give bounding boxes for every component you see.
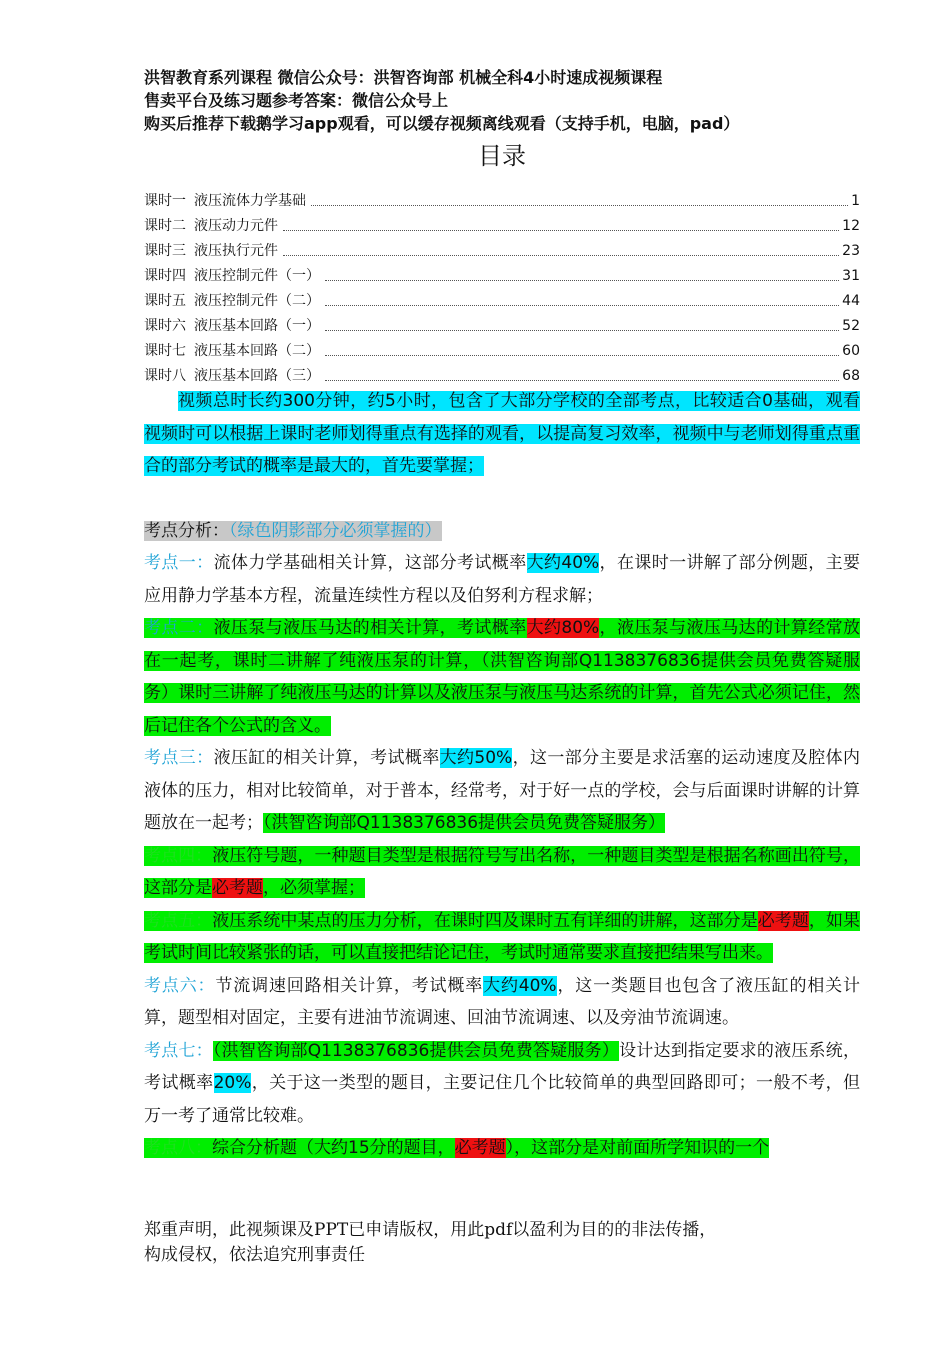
point-text: ，在课时一讲解了部分例题，主要应用静力学基本方程，流量连续性方程以及伯努利方程求解； bbox=[144, 553, 861, 606]
point-label: 考点一： bbox=[144, 553, 214, 573]
toc-item[interactable] bbox=[144, 285, 860, 310]
point-text: ，必须掌握； bbox=[263, 878, 365, 898]
toc-item[interactable] bbox=[144, 235, 860, 260]
point-label: 考点五： bbox=[144, 910, 213, 931]
toc-leader bbox=[325, 280, 839, 281]
point-7 bbox=[144, 1035, 860, 1133]
point-text: 节流调速回路相关计算，考试概率 bbox=[215, 975, 484, 996]
toc-name: 液压基本回路（三） bbox=[194, 368, 320, 384]
toc-lesson: 课时二 bbox=[144, 218, 186, 234]
point-5 bbox=[144, 905, 860, 970]
header-line-1: 洪智教育系列课程 微信公众号：洪智咨询部 机械全科4小时速成视频课程 bbox=[144, 68, 663, 87]
point-text: ，这一类题目也包含了液压缸的相关计算，题型相对固定，主要有进油节流调速、回油节流调速、以及旁油节流调速。 bbox=[144, 975, 860, 1028]
toc-lesson: 课时六 bbox=[144, 318, 186, 334]
point-text: 综合分析题（大约15分的题目， bbox=[212, 1138, 455, 1158]
intro-paragraph bbox=[144, 385, 860, 483]
toc-item[interactable] bbox=[144, 185, 860, 210]
toc-page: 12 bbox=[842, 218, 860, 234]
header-line-2: 售卖平台及练习题参考答案：微信公众号上 bbox=[144, 91, 449, 110]
toc-name: 液压流体力学基础 bbox=[194, 193, 306, 209]
toc-lesson: 课时五 bbox=[144, 293, 186, 309]
must-badge: 必考题 bbox=[757, 910, 809, 931]
point-3 bbox=[144, 742, 860, 840]
point-label: 考点二： bbox=[144, 618, 214, 638]
notice-line-1: 郑重声明，此视频课及PPT已申请版权，用此pdf以盈利为目的的非法传播， bbox=[144, 1220, 717, 1240]
toc-leader bbox=[325, 355, 839, 356]
toc-item[interactable] bbox=[144, 210, 860, 235]
toc-page: 68 bbox=[842, 368, 860, 384]
spacer bbox=[144, 483, 860, 515]
toc-name: 液压基本回路（二） bbox=[194, 343, 320, 359]
point-text: 液压符号题，一种题目类型是根据符号写出名称，一种题目类型是根据名称画出符号，这部分是 bbox=[144, 845, 861, 898]
toc-lesson: 课时八 bbox=[144, 368, 186, 384]
point-text: 液压泵与液压马达的相关计算，考试概率 bbox=[213, 618, 527, 638]
probability-badge: 大约50% bbox=[439, 748, 513, 768]
toc-title: 目录 bbox=[478, 142, 526, 170]
toc-leader bbox=[325, 330, 839, 331]
toc-leader bbox=[283, 255, 839, 256]
toc-item[interactable] bbox=[144, 260, 860, 285]
toc-page: 31 bbox=[842, 268, 860, 284]
copyright-notice bbox=[144, 1218, 716, 1268]
probability-badge: 20% bbox=[213, 1073, 252, 1093]
toc-leader bbox=[311, 205, 848, 206]
intro-text: 视频总时长约300分钟，约5小时，包含了大部分学校的全部考点，比较适合0基础，观看视频时可以根据上课时老师划得重点有选择的观看，以提高复习效率，视频中与老师划得重点重合的部分考试的概率是最大的，首先要掌握； bbox=[144, 391, 860, 476]
point-text: 设计达到指定要求的液压系统，考试概率 bbox=[144, 1040, 861, 1093]
point-text: ，关于这一类型的题目，主要记住几个比较简单的典型回路即可；一般不考，但万一考了通常比较难。 bbox=[144, 1073, 861, 1126]
point-text: ），这部分是对前面所学知识的一个 bbox=[505, 1138, 770, 1158]
point-1 bbox=[144, 547, 860, 612]
probability-badge: 大约80% bbox=[526, 618, 600, 638]
point-text: ，如果考试时间比较紧张的话，可以直接把结论记住，考试时通常要求直接把结果写出来。 bbox=[144, 910, 861, 963]
point-text: ，这一部分主要是求活塞的运动速度及腔体内液体的压力，相对比较简单，对于普本，经常考，对于好一点的学校，会与后面课时讲解的计算题放在一起考； bbox=[144, 748, 861, 833]
toc-leader bbox=[325, 305, 839, 306]
point-6 bbox=[144, 970, 860, 1035]
toc-name: 液压控制元件（一） bbox=[194, 268, 320, 284]
toc-name: 液压基本回路（一） bbox=[194, 318, 320, 334]
point-label: 考点四： bbox=[144, 845, 213, 866]
analysis-heading bbox=[144, 515, 860, 548]
must-badge: 必考题 bbox=[454, 1138, 506, 1158]
toc-item[interactable] bbox=[144, 310, 860, 335]
toc-name: 液压执行元件 bbox=[194, 243, 278, 259]
point-label: 考点三： bbox=[144, 748, 214, 768]
toc-item[interactable] bbox=[144, 335, 860, 360]
point-4 bbox=[144, 840, 860, 905]
toc-list bbox=[144, 185, 860, 385]
point-text: 液压系统中某点的压力分析，在课时四及课时五有详细的讲解，这部分是 bbox=[212, 910, 758, 931]
point-8 bbox=[144, 1132, 860, 1164]
probability-badge: 大约40% bbox=[526, 553, 600, 573]
toc-page: 60 bbox=[842, 343, 860, 359]
point-text: 液压缸的相关计算，考试概率 bbox=[213, 748, 440, 768]
document-page bbox=[144, 66, 860, 1164]
ad-text: （洪智咨询部Q1138376836提供会员免费答疑服务） bbox=[263, 813, 666, 833]
point-2 bbox=[144, 612, 860, 742]
probability-badge: 大约40% bbox=[483, 975, 557, 996]
toc-page: 1 bbox=[851, 193, 860, 209]
point-label: 考点八： bbox=[144, 1138, 212, 1158]
point-text: ，液压泵与液压马达的计算经常放在一起考，课时二讲解了纯液压泵的计算，（洪智咨询部Q1138376836提供会员免费答疑服务）课时三讲解了纯液压马达的计算以及液压泵与液压马达系统的计算，首先公式必须记住，然后记住各个公式的含义。 bbox=[144, 618, 861, 736]
toc-item[interactable] bbox=[144, 360, 860, 385]
point-text: 流体力学基础相关计算，这部分考试概率 bbox=[213, 553, 527, 573]
must-badge: 必考题 bbox=[212, 878, 263, 898]
toc-leader bbox=[283, 230, 839, 231]
toc-leader bbox=[325, 380, 839, 381]
toc-lesson: 课时三 bbox=[144, 243, 186, 259]
point-label: 考点七： bbox=[144, 1040, 213, 1061]
header-line-3: 购买后推荐下载鹅学习app观看，可以缓存视频离线观看（支持手机，电脑，pad） bbox=[144, 114, 740, 133]
toc-name: 液压控制元件（二） bbox=[194, 293, 320, 309]
toc-page: 23 bbox=[842, 243, 860, 259]
notice-line-2: 构成侵权，依法追究刑事责任 bbox=[144, 1245, 365, 1265]
toc-page: 52 bbox=[842, 318, 860, 334]
analysis-note: （绿色阴影部分必须掌握的） bbox=[229, 520, 442, 541]
ad-text: （洪智咨询部Q1138376836提供会员免费答疑服务） bbox=[212, 1040, 620, 1061]
toc-lesson: 课时四 bbox=[144, 268, 186, 284]
toc-name: 液压动力元件 bbox=[194, 218, 278, 234]
toc-lesson: 课时七 bbox=[144, 343, 186, 359]
analysis-label: 考点分析： bbox=[144, 520, 229, 541]
toc-lesson: 课时一 bbox=[144, 193, 186, 209]
toc-page: 44 bbox=[842, 293, 860, 309]
point-label: 考点六： bbox=[144, 975, 216, 996]
